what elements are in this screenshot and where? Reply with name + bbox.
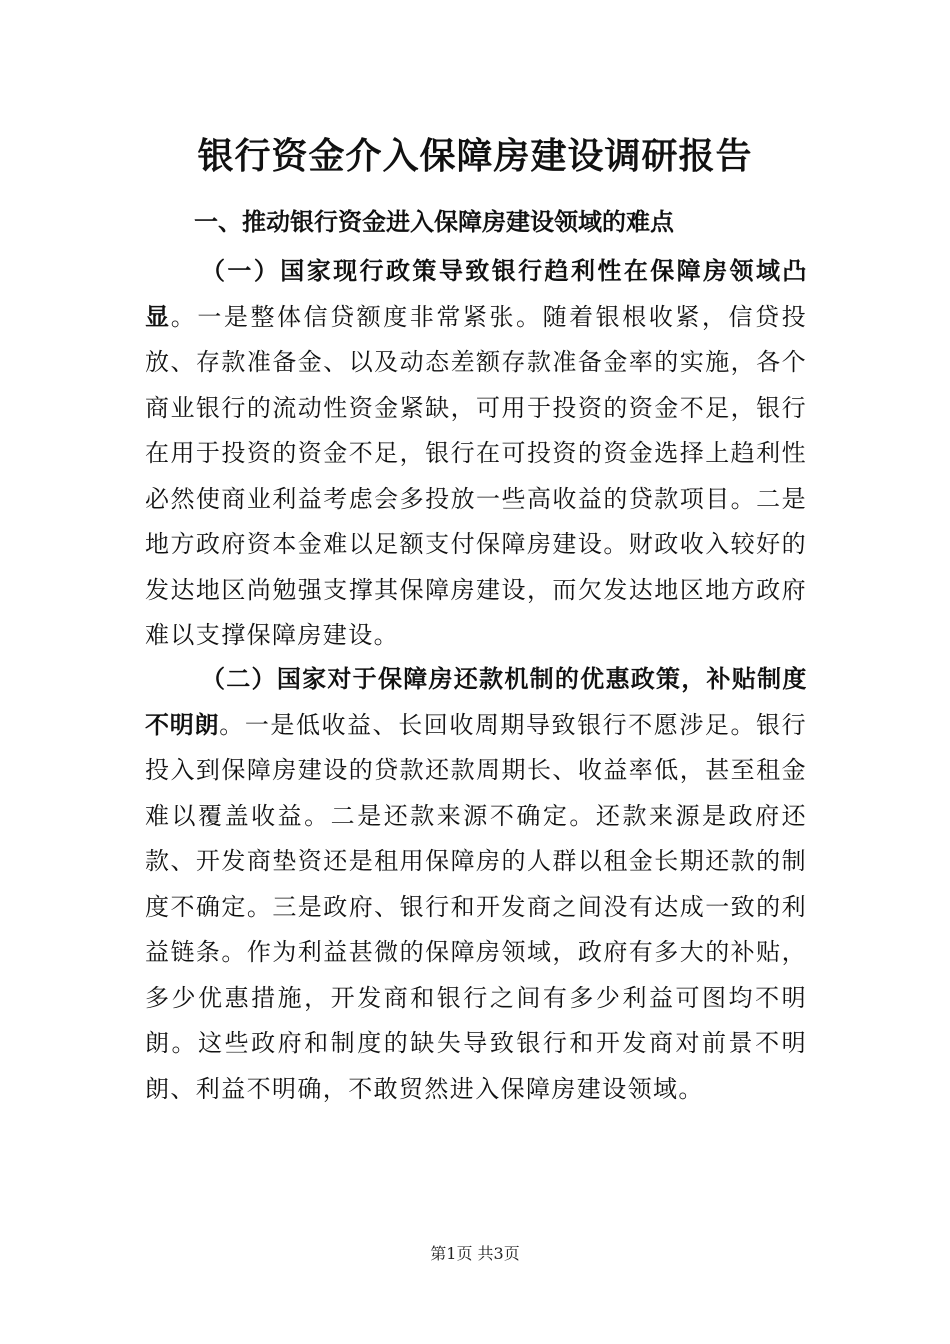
paragraph-2 — [145, 657, 807, 1112]
paragraph-1 — [145, 249, 807, 659]
document-title: 银行资金介入保障房建设调研报告 — [197, 136, 753, 177]
page-footer: 第1页 共3页 — [430, 1244, 520, 1263]
paragraph-1-body: 。一是整体信贷额度非常紧张。随着银根收紧，信贷投放、存款准备金、以及动态差额存款准备金率的实施，各个商业银行的流动性资金紧缺，可用于投资的资金不足，银行在用于投资的资金不足，银行在可投资的资金选择上趋利性必然使商业利益考虑会多投放一些高收益的贷款项目。二是地方政府资本金难以足额支付保障房建设。财政收入较好的发达地区尚勉强支撑其保障房建设，而欠发达地区地方政府难以支撑保障房建设。 — [145, 302, 807, 649]
paragraph-2-lead: （二）国家对于保障房还款机制的优惠政策，补贴制度不明朗 — [145, 665, 807, 739]
section-heading: 一、推动银行资金进入保障房建设领域的难点 — [194, 208, 674, 236]
paragraph-2-body: 。一是低收益、长回收周期导致银行不愿涉足。银行投入到保障房建设的贷款还款周期长、收益率低，甚至租金难以覆盖收益。二是还款来源不确定。还款来源是政府还款、开发商垫资还是租用保障房的人群以租金长期还款的制度不确定。三是政府、银行和开发商之间没有达成一致的利益链条。作为利益甚微的保障房领域，政府有多大的补贴，多少优惠措施，开发商和银行之间有多少利益可图均不明朗。这些政府和制度的缺失导致银行和开发商对前景不明朗、利益不明确，不敢贸然进入保障房建设领域。 — [145, 710, 807, 1103]
paragraph-1-lead: （一）国家现行政策导致银行趋利性在保障房领域凸显 — [145, 257, 807, 331]
